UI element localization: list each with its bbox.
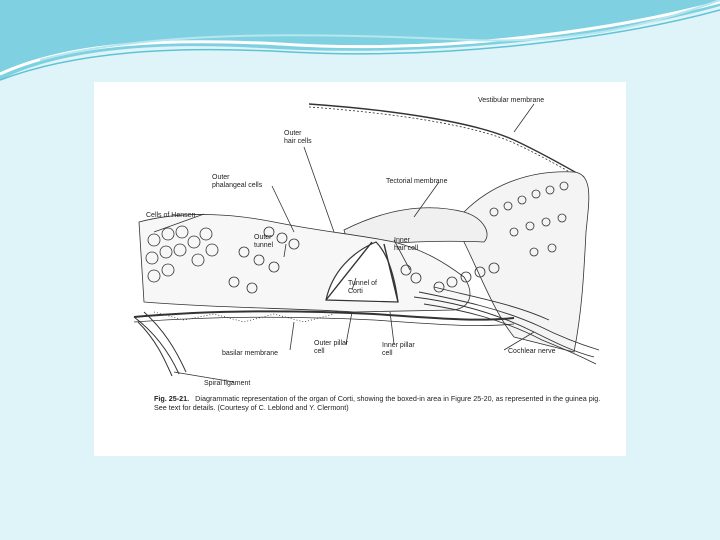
label-outer-hair-cells: Outer hair cells bbox=[284, 130, 312, 145]
label-basilar-membrane: basilar membrane bbox=[222, 350, 279, 357]
label-outer-phalangeal-cells: Outer phalangeal cells bbox=[212, 174, 263, 189]
label-spiral-ligament: Spiral ligament bbox=[204, 380, 251, 387]
label-inner-pillar-cell: Inner pillar cell bbox=[382, 342, 415, 357]
organ-of-corti-figure bbox=[94, 82, 626, 456]
vestibular-membrane bbox=[309, 104, 584, 177]
label-cells-of-hensen: Cells of Hensen bbox=[146, 212, 196, 219]
figure-caption-text: Diagrammatic representation of the organ of Corti, showing the boxed-in area in Figure 25-20, as represented in the guinea pig. See text for details. (Courtesy of C. Leblond and Y. Clermont) bbox=[154, 394, 601, 412]
figure-caption bbox=[154, 394, 614, 412]
label-outer-tunnel: Outer tunnel bbox=[254, 234, 274, 249]
label-cochlear-nerve: Cochlear nerve bbox=[508, 348, 556, 355]
spiral-limbus bbox=[464, 172, 589, 352]
top-swoosh bbox=[0, 0, 720, 80]
figure-number: Fig. 25-21. bbox=[154, 394, 190, 403]
label-tunnel-of-corti: Tunnel of Corti bbox=[348, 280, 377, 295]
label-inner-hair-cell: Inner hair cell bbox=[394, 237, 419, 252]
label-vestibular-membrane: Vestibular membrane bbox=[478, 97, 545, 104]
label-outer-pillar-cell: Outer pillar cell bbox=[314, 340, 349, 355]
label-tectorial-membrane: Tectorial membrane bbox=[386, 178, 448, 185]
